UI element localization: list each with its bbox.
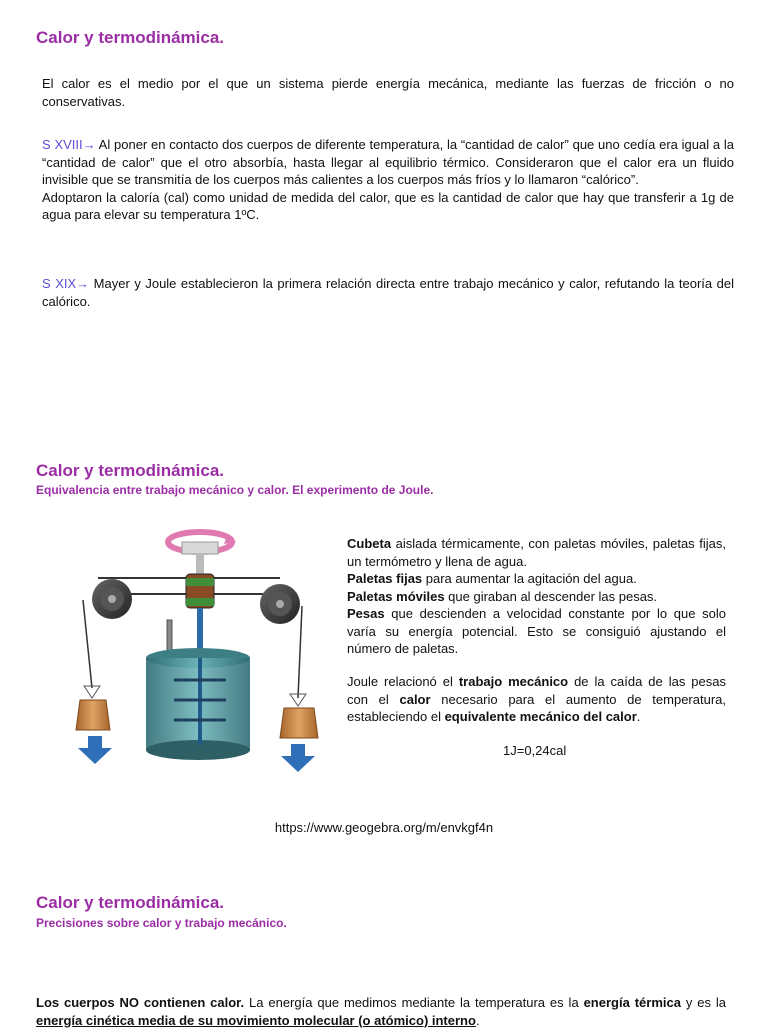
item-cubeta: Cubeta aislada térmicamente, con paletas móviles, paletas fijas, un termómetro y llena de agua. [347,536,726,569]
geogebra-link[interactable]: https://www.geogebra.org/m/envkgf4n [274,820,494,835]
arrow-down-right-icon [281,744,315,772]
item-paletas-moviles: Paletas móviles que giraban al descender las pesas. [347,588,658,604]
section2-title: Calor y termodinámica. [36,461,225,480]
s19-text: Mayer y Joule establecieron la primera relación directa entre trabajo mecánico y calor, refutando la teoría del calórico. [42,276,734,309]
apparatus-description [347,535,726,658]
caloria-text: Adoptaron la caloría (cal) como unidad de medida del calor, que es la cantidad de calor que hay que transferir a 1g de agua para elevar su temperatura 1ºC. [42,189,734,222]
s18-text: Al poner en contacto dos cuerpos de diferente temperatura, la “cantidad de calor” que uno cedía era igual a la “cantidad de calor” que el otro absorbía, hasta llegar al equilibrio térmico. Consideraron que el calor era un fluido invisible que se transmitía de los cuerpos más calientes a los cuerpos más fríos y lo llamaron “calórico”. [42,137,734,187]
weight-left-icon [76,686,110,730]
s18-label: S XVIII→ [42,137,96,152]
section1-title: Calor y termodinámica. [36,28,225,47]
s19-paragraph [42,275,734,310]
equivalence-formula: 1J=0,24cal [503,743,567,758]
section3-paragraph: Los cuerpos NO contienen calor. La energía que medimos mediante la temperatura es la energía térmica y es la energía cinética media de su movimiento molecular (o atómico) interno. [36,995,726,1028]
section3-title: Calor y termodinámica. [36,893,225,912]
s18-paragraph [42,136,734,224]
rotation-ring-icon [168,532,236,554]
tank-icon [146,648,250,760]
joule-paragraph: Joule relacionó el trabajo mecánico de la caída de las pesas con el calor necesario para el aumento de temperatura, estableciendo el equivalente mecánico del calor. [347,674,726,724]
section3-subtitle: Precisiones sobre calor y trabajo mecánico. [36,916,287,930]
arrow-down-left-icon [78,736,112,764]
pulley-right-icon [260,584,300,624]
item-paletas-fijas: Paletas fijas para aumentar la agitación del agua. [347,571,637,586]
item-pesas: Pesas que descienden a velocidad constante por lo que solo varía su energía potencial. Esto se consiguió ajustando el número de paletas. [347,606,726,656]
section2-subtitle: Equivalencia entre trabajo mecánico y calor. El experimento de Joule. [36,483,434,497]
weight-right-icon [280,694,318,738]
joule-apparatus-illustration [70,520,330,780]
s19-label: S XIX→ [42,276,90,291]
pulley-left-icon [92,579,132,619]
intro-paragraph: El calor es el medio por el que un sistema pierde energía mecánica, mediante las fuerzas de fricción o no conservativas. [42,76,734,109]
